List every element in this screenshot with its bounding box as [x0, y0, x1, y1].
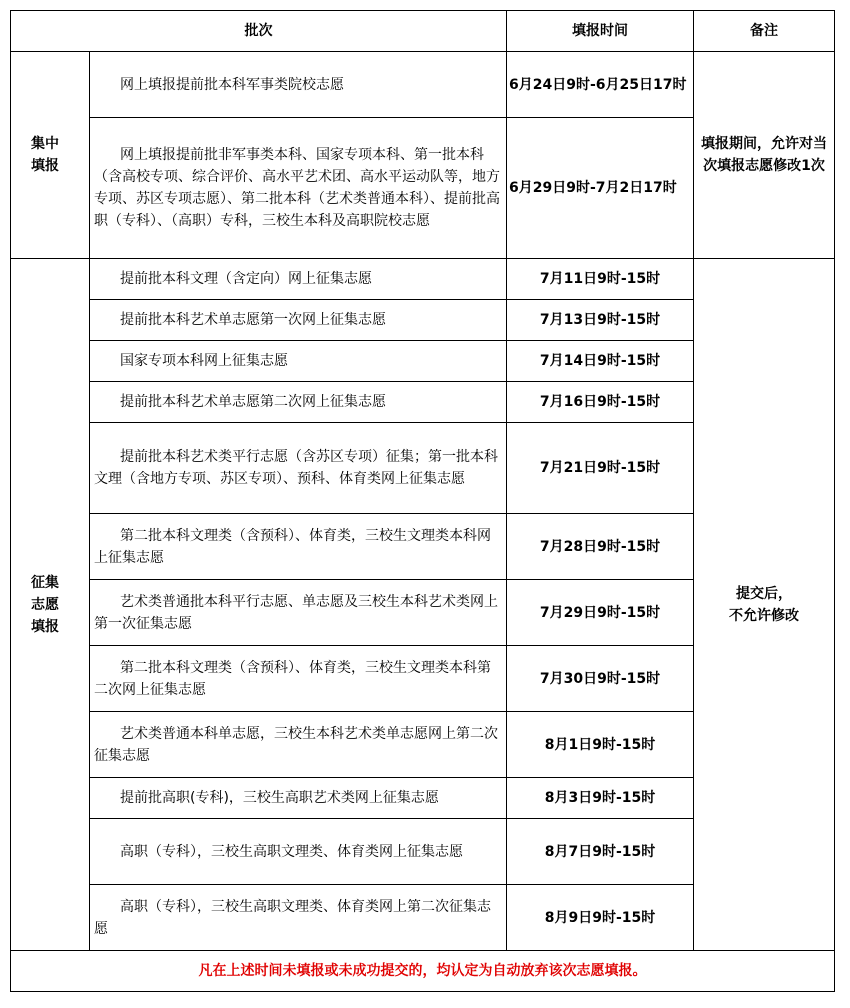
footer-row	[11, 951, 835, 992]
batch-cell: 国家专项本科网上征集志愿	[90, 341, 507, 382]
table-row	[11, 259, 835, 300]
footer-notice: 凡在上述时间未填报或未成功提交的，均认定为自动放弃该次志愿填报。	[11, 951, 835, 992]
batch-cell: 提前批高职(专科)，三校生高职艺术类网上征集志愿	[90, 778, 507, 819]
group-label-centralized: 集中填报	[11, 52, 90, 259]
time-cell: 6月24日9时-6月25日17时	[507, 52, 694, 118]
batch-cell: 网上填报提前批非军事类本科、国家专项本科、第一批本科（含高校专项、综合评价、高水平艺术团、高水平运动队等，地方专项、苏区专项志愿）、第二批本科（艺术类普通本科）、提前批高职（专科）、（高职）专科，三校生本科及高职院校志愿	[90, 118, 507, 259]
time-cell: 7月13日9时-15时	[507, 300, 694, 341]
batch-cell: 高职（专科），三校生高职文理类、体育类网上征集志愿	[90, 819, 507, 885]
time-cell: 8月7日9时-15时	[507, 819, 694, 885]
time-cell: 7月28日9时-15时	[507, 514, 694, 580]
time-cell: 7月30日9时-15时	[507, 646, 694, 712]
note-centralized: 填报期间，允许对当次填报志愿修改1次	[694, 52, 835, 259]
time-cell: 7月14日9时-15时	[507, 341, 694, 382]
batch-cell: 艺术类普通本科单志愿，三校生本科艺术类单志愿网上第二次征集志愿	[90, 712, 507, 778]
batch-cell: 提前批本科艺术类平行志愿（含苏区专项）征集；第一批本科文理（含地方专项、苏区专项）、预科、体育类网上征集志愿	[90, 423, 507, 514]
note-supplementary: 提交后， 不允许修改	[694, 259, 835, 951]
batch-cell: 高职（专科），三校生高职文理类、体育类网上第二次征集志愿	[90, 885, 507, 951]
time-cell: 8月1日9时-15时	[507, 712, 694, 778]
time-cell: 7月29日9时-15时	[507, 580, 694, 646]
time-cell: 7月21日9时-15时	[507, 423, 694, 514]
batch-cell: 提前批本科艺术单志愿第一次网上征集志愿	[90, 300, 507, 341]
time-cell: 8月9日9时-15时	[507, 885, 694, 951]
header-batch: 批次	[11, 11, 507, 52]
header-time: 填报时间	[507, 11, 694, 52]
time-cell: 6月29日9时-7月2日17时	[507, 118, 694, 259]
batch-cell: 第二批本科文理类（含预科）、体育类，三校生文理类本科网上征集志愿	[90, 514, 507, 580]
time-cell: 7月16日9时-15时	[507, 382, 694, 423]
batch-cell: 第二批本科文理类（含预科）、体育类，三校生文理类本科第二次网上征集志愿	[90, 646, 507, 712]
batch-cell: 提前批本科艺术单志愿第二次网上征集志愿	[90, 382, 507, 423]
batch-cell: 提前批本科文理（含定向）网上征集志愿	[90, 259, 507, 300]
table-row	[11, 52, 835, 118]
header-row	[11, 11, 835, 52]
group-label-supplementary: 征集志愿填报	[11, 259, 90, 951]
header-note: 备注	[694, 11, 835, 52]
time-cell: 8月3日9时-15时	[507, 778, 694, 819]
batch-cell: 网上填报提前批本科军事类院校志愿	[90, 52, 507, 118]
time-cell: 7月11日9时-15时	[507, 259, 694, 300]
batch-cell: 艺术类普通批本科平行志愿、单志愿及三校生本科艺术类网上第一次征集志愿	[90, 580, 507, 646]
schedule-table	[10, 10, 835, 992]
